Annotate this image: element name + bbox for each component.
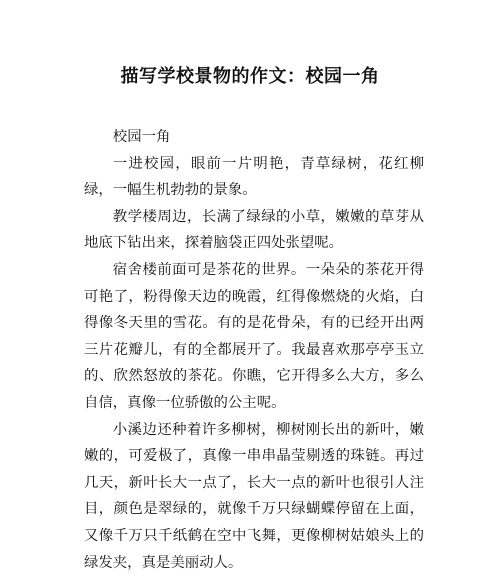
paragraph: 宿舍楼前面可是茶花的世界。一朵朵的茶花开得可艳了，粉得像天边的晚霞，红得像燃烧的火焰，白得像冬天里的雪花。有的是花骨朵，有的已经开出两三片花瓣儿，有的全都展开了。我最喜欢那亭亭玉立的、欣然怒放的茶花。你瞧，它开得多么大方，多么自信，真像一位骄傲的公主呢。 — [84, 261, 424, 411]
document-title: 描写学校景物的作文：校园一角 — [120, 66, 380, 87]
article-body — [84, 124, 424, 576]
paragraph: 一进校园，眼前一片明艳，青草绿树，花红柳绿，一幅生机勃勃的景象。 — [84, 155, 424, 199]
paragraph-heading: 校园一角 — [112, 129, 171, 145]
paragraph: 教学楼周边，长满了绿绿的小草，嫩嫩的草芽从地底下钻出来，探着脑袋正四处张望呢。 — [84, 208, 424, 252]
paragraph: 小溪边还种着许多柳树，柳树刚长出的新叶，嫩嫩的，可爱极了，真像一串串晶莹剔透的珠链。再过几天，新叶长大一点了，长大一点的新叶也很引人注目，颜色是翠绿的，就像千万只绿蝴蝶停留在上面，又像千万只千纸鹤在空中飞舞，更像柳树姑娘头上的绿发夹，真是美丽动人。 — [84, 421, 424, 571]
